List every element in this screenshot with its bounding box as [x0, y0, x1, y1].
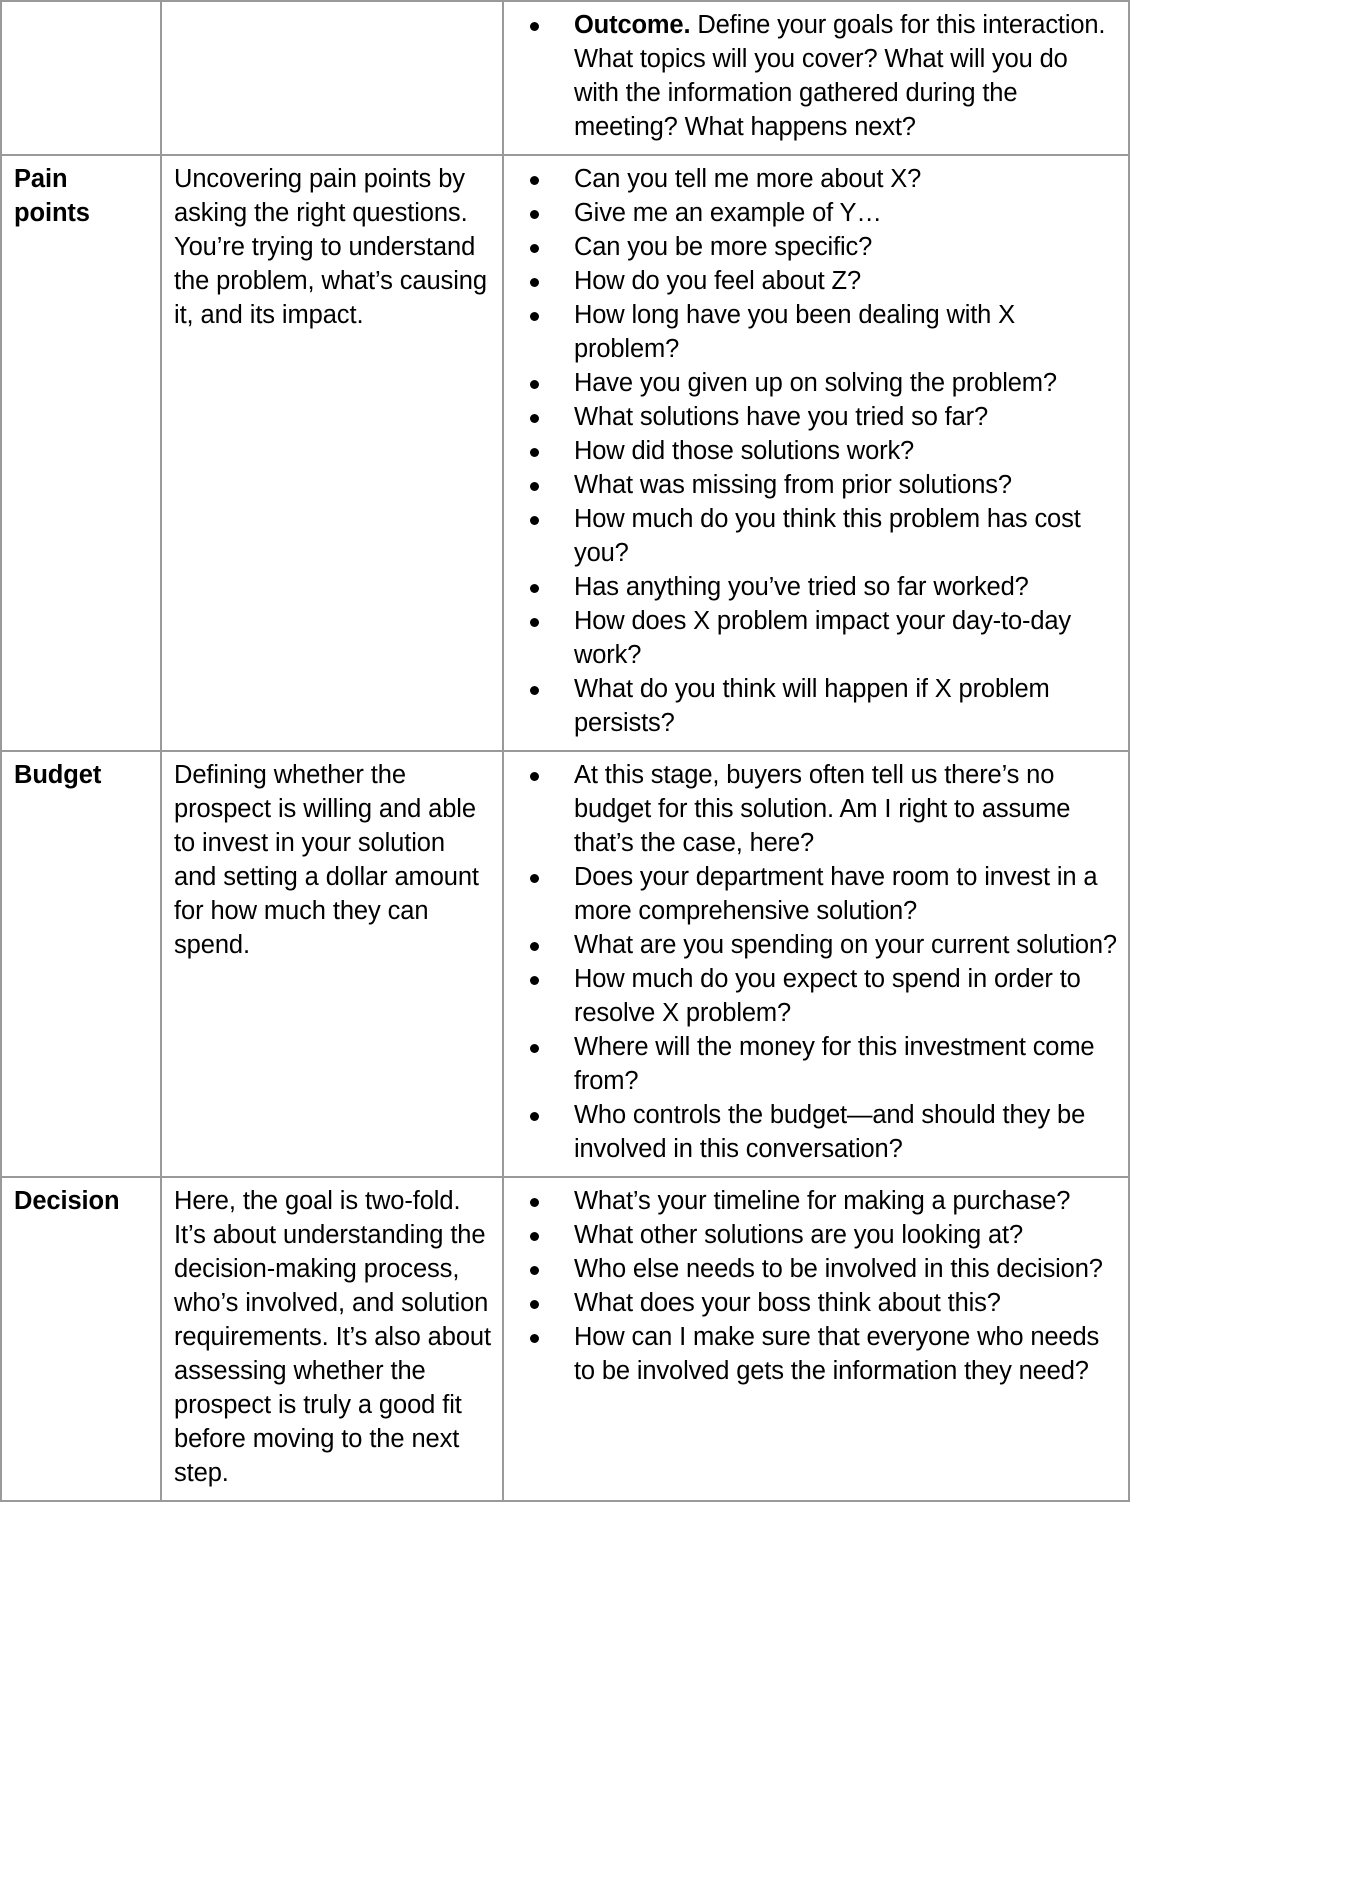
list-item — [516, 1252, 1118, 1286]
question-text: What solutions have you tried so far? — [574, 403, 989, 431]
list-item — [516, 962, 1118, 1030]
list-item — [516, 928, 1118, 962]
description-cell — [161, 1, 503, 155]
question-text: How does X problem impact your day-to-day work? — [574, 607, 1071, 669]
stage-label: Decision — [14, 1187, 120, 1215]
questions-list — [516, 162, 1118, 740]
list-item — [516, 570, 1118, 604]
question-text: How long have you been dealing with X problem? — [574, 301, 1015, 363]
question-text: Can you tell me more about X? — [574, 165, 922, 193]
list-item — [516, 672, 1118, 740]
question-text: How did those solutions work? — [574, 437, 915, 465]
questions-cell — [503, 1177, 1129, 1501]
question-text: Where will the money for this investment come from? — [574, 1033, 1095, 1095]
question-text: How do you feel about Z? — [574, 267, 861, 295]
question-text: Give me an example of Y… — [574, 199, 882, 227]
question-text: What other solutions are you looking at? — [574, 1221, 1024, 1249]
question-text: How much do you expect to spend in order to resolve X problem? — [574, 965, 1081, 1027]
stage-cell — [1, 155, 161, 751]
list-item — [516, 502, 1118, 570]
list-item — [516, 162, 1118, 196]
list-item — [516, 758, 1118, 860]
table-body — [1, 1, 1129, 1501]
question-text: How can I make sure that everyone who needs to be involved gets the information they need? — [574, 1323, 1100, 1385]
questions-list — [516, 1184, 1118, 1388]
stage-cell — [1, 1177, 161, 1501]
list-item — [516, 366, 1118, 400]
questions-cell — [503, 751, 1129, 1177]
list-item — [516, 8, 1118, 144]
list-item — [516, 298, 1118, 366]
question-text: Define your goals for this interaction. What topics will you cover? What will you do with the information gathered during the meeting? What happens next? — [574, 11, 1106, 141]
table-row — [1, 155, 1129, 751]
description-cell — [161, 155, 503, 751]
list-item — [516, 604, 1118, 672]
description-text: Defining whether the prospect is willing and able to invest in your solution and setting a dollar amount for how much they can spend. — [174, 761, 479, 959]
description-text: Here, the goal is two-fold. It’s about understanding the decision-making process, who’s involved, and solution requirements. It’s also about assessing whether the prospect is truly a good fit before moving to the next step. — [174, 1187, 491, 1487]
questions-cell — [503, 155, 1129, 751]
stage-cell — [1, 1, 161, 155]
question-text: How much do you think this problem has cost you? — [574, 505, 1081, 567]
question-text: What are you spending on your current solution? — [574, 931, 1117, 959]
questions-list — [516, 8, 1118, 144]
table-row — [1, 1177, 1129, 1501]
stage-cell — [1, 751, 161, 1177]
list-item — [516, 1184, 1118, 1218]
questions-list — [516, 758, 1118, 1166]
list-item — [516, 1098, 1118, 1166]
question-text: What do you think will happen if X problem persists? — [574, 675, 1050, 737]
list-item — [516, 1030, 1118, 1098]
question-text: Have you given up on solving the problem? — [574, 369, 1057, 397]
description-cell — [161, 1177, 503, 1501]
question-text: What does your boss think about this? — [574, 1289, 1001, 1317]
question-text: Who controls the budget—and should they be involved in this conversation? — [574, 1101, 1086, 1163]
questions-cell — [503, 1, 1129, 155]
list-item — [516, 230, 1118, 264]
list-item — [516, 1218, 1118, 1252]
question-text: Can you be more specific? — [574, 233, 873, 261]
description-text: Uncovering pain points by asking the right questions. You’re trying to understand the problem, what’s causing it, and its impact. — [174, 165, 487, 329]
question-lead: Outcome. — [574, 11, 691, 39]
list-item — [516, 468, 1118, 502]
list-item — [516, 1320, 1118, 1388]
list-item — [516, 860, 1118, 928]
list-item — [516, 196, 1118, 230]
list-item — [516, 434, 1118, 468]
stage-label: Budget — [14, 761, 102, 789]
question-text: Who else needs to be involved in this decision? — [574, 1255, 1103, 1283]
question-text: Does your department have room to invest in a more comprehensive solution? — [574, 863, 1098, 925]
question-text: Has anything you’ve tried so far worked? — [574, 573, 1029, 601]
table-row — [1, 751, 1129, 1177]
stage-label: Pain points — [14, 165, 90, 227]
question-text: What was missing from prior solutions? — [574, 471, 1012, 499]
question-text: At this stage, buyers often tell us there’s no budget for this solution. Am I right to assume that’s the case, here? — [574, 761, 1071, 857]
description-cell — [161, 751, 503, 1177]
list-item — [516, 400, 1118, 434]
table-row — [1, 1, 1129, 155]
list-item — [516, 264, 1118, 298]
question-text: What’s your timeline for making a purchase? — [574, 1187, 1071, 1215]
list-item — [516, 1286, 1118, 1320]
